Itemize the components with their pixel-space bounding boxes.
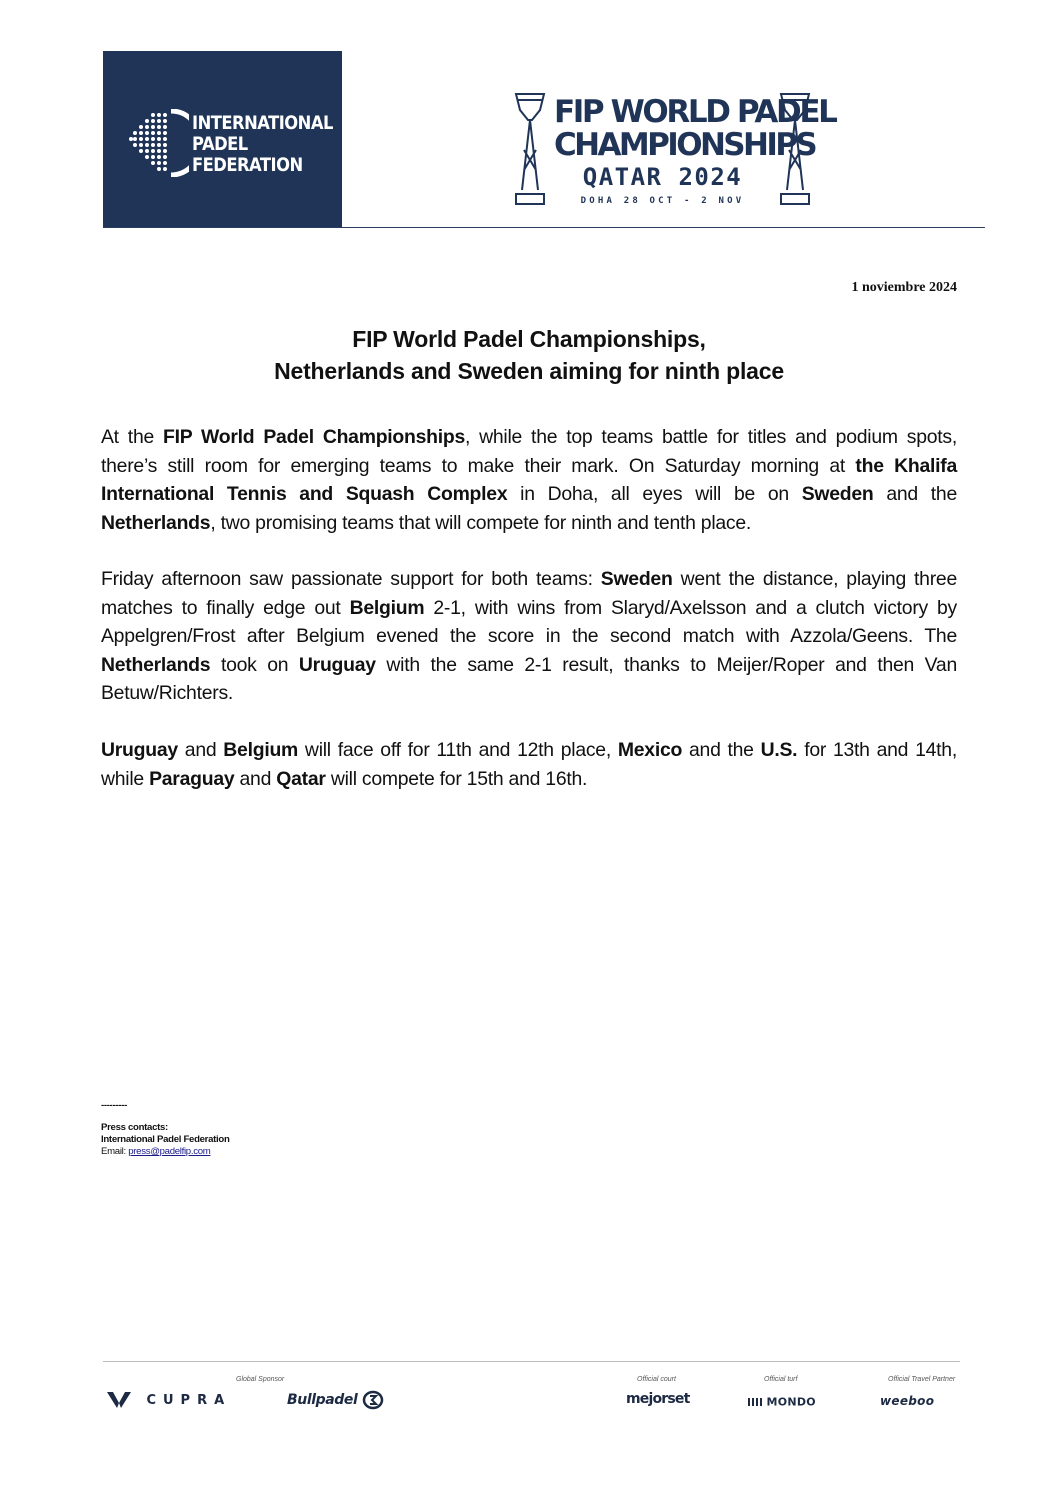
text-run: and the (873, 483, 957, 506)
title-line-2: Netherlands and Sweden aiming for ninth place (274, 358, 784, 384)
press-contacts (101, 1100, 230, 1158)
mondo-mark-icon (748, 1397, 762, 1407)
caption-official-travel: Official Travel Partner (888, 1376, 956, 1383)
cupra-mark-icon (106, 1391, 132, 1409)
contact-separator: --------- (101, 1100, 128, 1111)
text-run: , two promising teams that will compete for ninth and tenth place. (210, 511, 752, 534)
text-run: Friday afternoon saw passionate support for both teams: (101, 568, 601, 590)
caption-global-sponsor: Global Sponsor (236, 1376, 285, 1383)
contact-org: International Padel Federation (101, 1134, 230, 1145)
ipf-ball-icon (129, 109, 189, 177)
championship-line-2: CHAMPIONSHIPS (554, 127, 816, 163)
bold-text: Netherlands (101, 511, 211, 534)
document-title (0, 323, 1058, 387)
footer-divider (103, 1361, 960, 1362)
paragraph-2 (101, 565, 957, 708)
text-run: will compete for 15th and 16th. (325, 767, 588, 790)
ipf-name: INTERNATIONAL PADEL FEDERATION (192, 112, 333, 176)
weeboo-logo: weeboo (880, 1394, 935, 1408)
text-run: and the (682, 739, 761, 761)
text-run: for 13th and 14th, while (101, 739, 957, 790)
header-divider (103, 227, 985, 228)
cupra-logo: CUPRA (106, 1391, 231, 1409)
contact-email-row (101, 1146, 230, 1158)
ipf-logo-block (103, 51, 342, 227)
bold-text: U.S. (760, 739, 798, 761)
text-run: 2-1, with wins from Slaryd/Axelsson and a clutch victory by Appelgren/Frost after Belgium evened the score in the second match with Azzola/Geens. The (101, 596, 958, 648)
contact-email-link[interactable]: press@padelfip.com (128, 1146, 211, 1157)
bold-text: the Khalifa International Tennis and Squash Complex (101, 454, 958, 506)
bullpadel-circle-icon (362, 1390, 384, 1410)
championship-line-3: QATAR 2024 (582, 163, 743, 191)
title-line-1: FIP World Padel Championships, (352, 326, 706, 352)
mejorset-logo: mejorset (626, 1391, 690, 1407)
bullpadel-logo: Bullpadel (287, 1390, 384, 1410)
caption-official-turf: Official turf (764, 1376, 798, 1383)
contact-email-label: Email: (101, 1146, 129, 1157)
bold-text: Uruguay (101, 739, 178, 761)
caption-official-court: Official court (637, 1376, 676, 1383)
text-run: and (177, 739, 224, 761)
championship-line-1: FIP WORLD PADEL (554, 94, 836, 130)
paragraph-3 (101, 736, 957, 793)
bold-text: Mexico (617, 739, 683, 761)
bold-text: Sweden (600, 568, 673, 590)
bold-text: Paraguay (149, 767, 235, 790)
bold-text: Netherlands (101, 653, 211, 676)
text-run: with the same 2-1 result, thanks to Meijer/Roper and then Van Betuw/Richters. (101, 653, 957, 705)
championship-line-4: DOHA 28 OCT - 2 NOV (580, 196, 745, 206)
paragraph-1 (101, 423, 957, 537)
bold-text: FIP World Padel Championships (163, 426, 466, 448)
mondo-logo: MONDO (748, 1393, 816, 1411)
bold-text: Belgium (349, 596, 425, 619)
championship-logo (510, 90, 836, 210)
text-run: took on (210, 653, 299, 676)
text-run: will face off for 11th and 12th place, (298, 739, 618, 761)
text-run: , while the top teams battle for titles and podium spots, there’s still room for emerging teams to make their mark. On Saturday morning at (101, 426, 957, 477)
text-run: went the distance, playing three matches to finally edge out (101, 568, 957, 619)
contact-heading: Press contacts: (101, 1122, 168, 1133)
text-run: At the (101, 426, 163, 448)
bold-text: Uruguay (298, 653, 376, 676)
bold-text: Qatar (276, 767, 326, 790)
text-run: in Doha, all eyes will be on (507, 483, 802, 506)
trophy-left-icon (510, 90, 550, 210)
text-run: and (234, 767, 277, 790)
document-date: 1 noviembre 2024 (851, 280, 957, 295)
bold-text: Belgium (223, 739, 299, 761)
bold-text: Sweden (801, 483, 874, 506)
